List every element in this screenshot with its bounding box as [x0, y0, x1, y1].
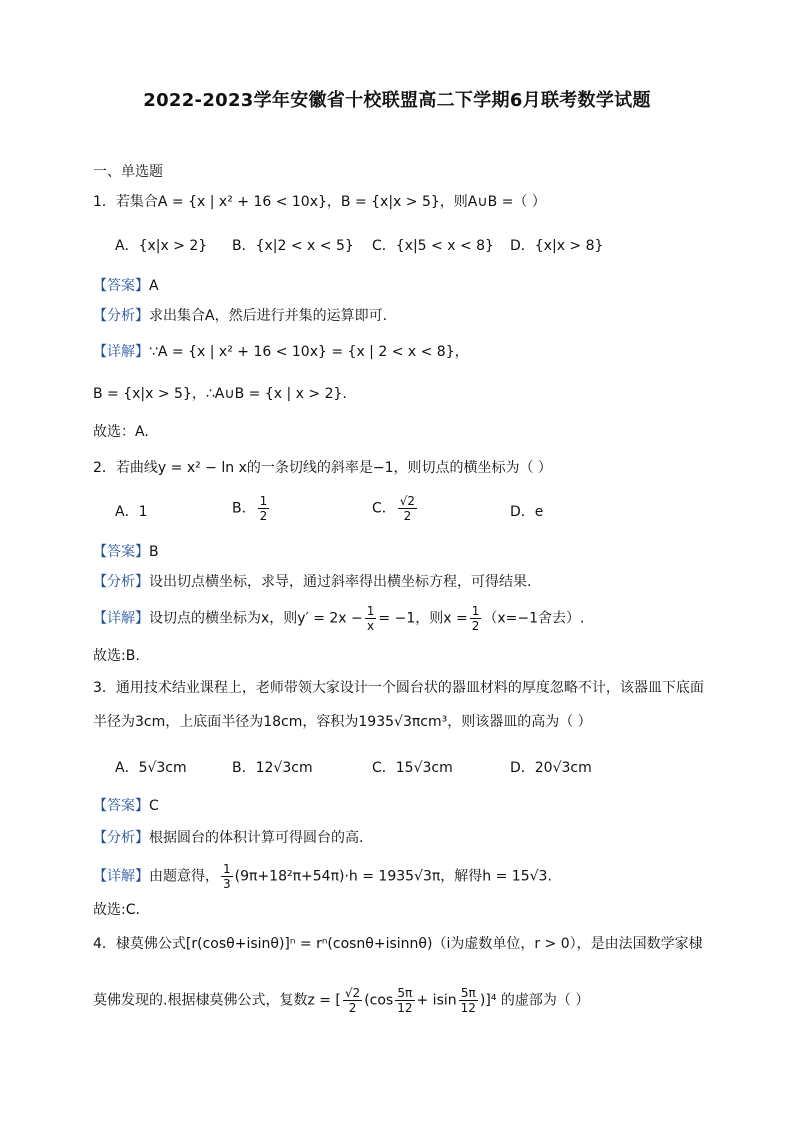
- fraction-numerator: 1: [223, 862, 231, 876]
- q2-option-b-label: B．: [232, 500, 256, 517]
- q4-fraction-2: [395, 986, 414, 1015]
- q2-conclusion: 故选:B.: [93, 648, 140, 664]
- q3-option-c: C．15√3cm: [372, 760, 453, 776]
- q2-option-c-fraction: [398, 494, 417, 523]
- fraction-numerator: √2: [344, 986, 361, 1000]
- question-2-stem: 2．若曲线y = x² − ln x的一条切线的斜率是−1，则切点的横坐标为（ ）: [93, 460, 552, 476]
- q2-analysis-text: 设出切点横坐标，求导，通过斜率得出横坐标方程，可得结果.: [149, 574, 532, 590]
- q2-option-b-fraction: [258, 494, 270, 523]
- q2-answer-value: B: [149, 544, 159, 560]
- q1-analysis-text: 求出集合A，然后进行并集的运算即可.: [149, 308, 388, 324]
- fraction-numerator: 1: [471, 604, 480, 618]
- q1-detail: [93, 342, 469, 362]
- q3-answer-value: C: [149, 798, 159, 814]
- q2-option-c-label: C．: [372, 500, 396, 517]
- q3-option-a: A．5√3cm: [115, 760, 187, 776]
- question-1-stem: 1．若集合A = {x | x² + 16 < 10x}，B = {x|x > 5}，则A∪B =（ ）: [93, 194, 546, 210]
- fraction-denominator: 12: [460, 1001, 476, 1015]
- question-4-stem-line1: 4．棣莫佛公式[r(cosθ+isinθ)]ⁿ = rⁿ(cosnθ+isinnθ)（i为虚数单位，r > 0），是由法国数学家棣: [93, 936, 703, 952]
- detail-tag: 【详解】: [93, 868, 149, 885]
- q1-answer-value: A: [149, 278, 159, 294]
- fraction-denominator: x: [367, 619, 375, 633]
- q3-option-b: B．12√3cm: [232, 760, 313, 776]
- fraction-denominator: 2: [403, 509, 412, 523]
- answer-tag: 【答案】: [93, 798, 149, 814]
- q2-option-b: [232, 494, 271, 523]
- fraction-denominator: 12: [397, 1001, 413, 1015]
- answer-tag: 【答案】: [93, 544, 149, 560]
- fraction-numerator: 5π: [459, 986, 478, 1001]
- q4-fraction-1: [343, 986, 362, 1015]
- q3-option-d: D．20√3cm: [510, 760, 592, 776]
- analysis-tag: 【分析】: [93, 830, 149, 846]
- q1-option-d: D．{x|x > 8}: [510, 238, 604, 254]
- q1-analysis: [93, 306, 387, 326]
- q2-detail-part-c: （x=−1舍去）.: [483, 610, 585, 627]
- q4-stem-part-c: + isin: [416, 992, 457, 1009]
- page-title: 2022-2023学年安徽省十校联盟高二下学期6月联考数学试题: [143, 90, 651, 111]
- q1-answer: [93, 276, 159, 296]
- q1-option-c: C．{x|5 < x < 8}: [372, 238, 494, 254]
- q1-conclusion: 故选：A.: [93, 424, 149, 440]
- q2-detail-part-b: = −1，则x =: [378, 610, 468, 627]
- q3-answer: [93, 796, 159, 816]
- analysis-tag: 【分析】: [93, 574, 149, 590]
- q3-detail-part-b: (9π+18²π+54π)·h = 1935√3π，解得h = 15√3.: [234, 868, 552, 885]
- fraction-numerator: √2: [399, 494, 416, 508]
- fraction-denominator: 2: [348, 1001, 357, 1015]
- q4-stem-part-b: (cos: [364, 992, 394, 1009]
- fraction-numerator: 5π: [395, 986, 414, 1001]
- q4-stem-part-a: 莫佛发现的.根据棣莫佛公式，复数z = [: [93, 992, 341, 1009]
- q1-option-a: A．{x|x > 2}: [115, 238, 208, 254]
- answer-tag: 【答案】: [93, 278, 149, 294]
- q4-fraction-3: [459, 986, 478, 1015]
- q2-option-a: A．1: [115, 504, 148, 520]
- q1-option-b: B．{x|2 < x < 5}: [232, 238, 354, 254]
- question-4-stem-line2: [93, 986, 589, 1015]
- q2-detail-fraction-1: [365, 604, 377, 633]
- q2-option-c: [372, 494, 419, 523]
- q2-answer: [93, 542, 159, 562]
- q2-detail-fraction-2: [470, 604, 482, 633]
- fraction-numerator: 1: [366, 604, 375, 618]
- q2-detail-part-a: 设切点的横坐标为x，则y′ = 2x −: [149, 610, 363, 627]
- question-3-stem-line1: 3．通用技术结业课程上，老师带领大家设计一个圆台状的器皿材料的厚度忽略不计，该器皿下底面: [93, 680, 704, 696]
- q2-option-d: D．e: [510, 504, 544, 520]
- section-heading: 一、单选题: [93, 164, 163, 180]
- q2-detail: [93, 604, 584, 633]
- fraction-numerator: 1: [259, 494, 268, 508]
- q3-detail-fraction: [221, 862, 233, 891]
- q1-detail-line1: ∵A = {x | x² + 16 < 10x} = {x | 2 < x < 8}，: [149, 344, 469, 360]
- question-3-stem-line2: 半径为3cm，上底面半径为18cm，容积为1935√3πcm³，则该器皿的高为（ ）: [93, 714, 592, 730]
- q3-analysis-text: 根据圆台的体积计算可得圆台的高.: [149, 830, 364, 846]
- q2-analysis: [93, 572, 531, 592]
- detail-tag: 【详解】: [93, 610, 149, 627]
- fraction-denominator: 2: [259, 509, 268, 523]
- detail-tag: 【详解】: [93, 344, 149, 360]
- analysis-tag: 【分析】: [93, 308, 149, 324]
- q4-stem-part-d: )]⁴ 的虚部为（ ）: [479, 992, 590, 1009]
- fraction-denominator: 2: [471, 619, 480, 633]
- fraction-denominator: 3: [223, 877, 231, 891]
- q1-detail-line2: B = {x|x > 5}，∴A∪B = {x | x > 2}.: [93, 386, 347, 402]
- q3-detail-part-a: 由题意得，: [149, 868, 219, 885]
- q3-detail: [93, 862, 552, 891]
- q3-conclusion: 故选:C.: [93, 902, 140, 918]
- q3-analysis: [93, 828, 363, 848]
